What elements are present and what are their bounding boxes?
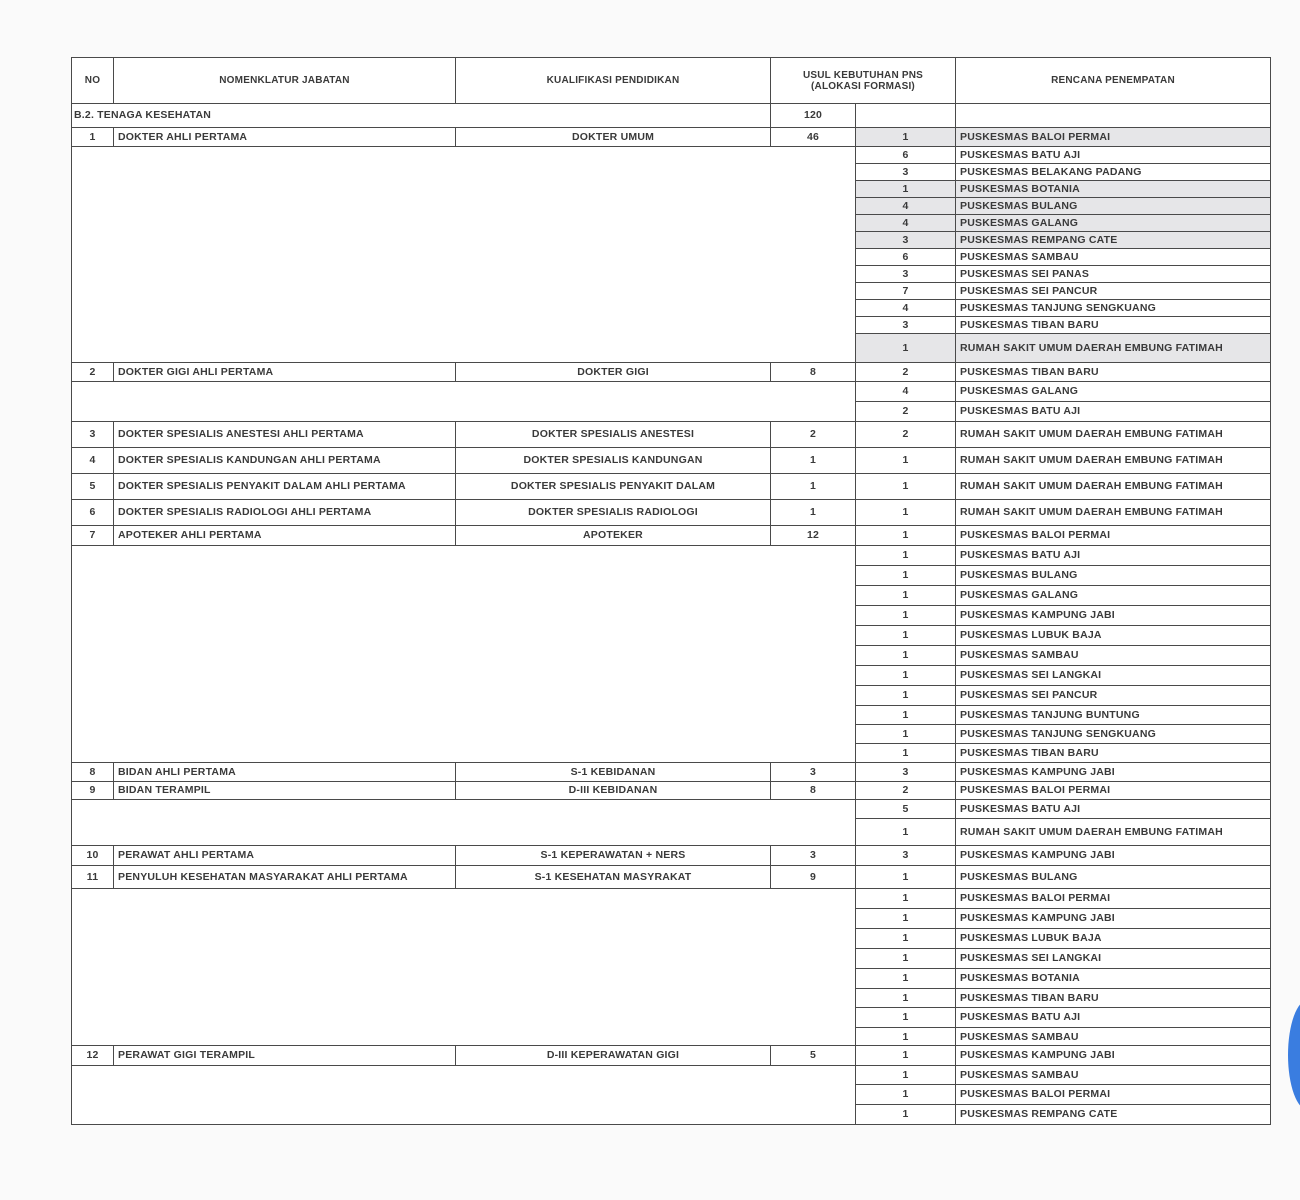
placement-location: PUSKESMAS BALOI PERMAI — [955, 888, 1271, 909]
placement-qty: 1 — [855, 908, 956, 929]
placement-location: PUSKESMAS TIBAN BARU — [955, 988, 1271, 1008]
row-kualifikasi: S-1 KESEHATAN MASYRAKAT — [455, 865, 771, 889]
placement-qty: 1 — [855, 605, 956, 626]
placement-qty: 1 — [855, 1084, 956, 1105]
row-usul: 1 — [770, 447, 856, 474]
header-rencana: RENCANA PENEMPATAN — [955, 57, 1271, 104]
placement-location: PUSKESMAS SEI PANCUR — [955, 282, 1271, 300]
row-kualifikasi: DOKTER SPESIALIS ANESTESI — [455, 421, 771, 448]
placement-qty: 1 — [855, 625, 956, 646]
row-no: 12 — [71, 1045, 114, 1066]
placement-qty: 1 — [855, 1065, 956, 1085]
row-kualifikasi: DOKTER GIGI — [455, 362, 771, 382]
row-kualifikasi: DOKTER UMUM — [455, 127, 771, 147]
placement-location: PUSKESMAS SAMBAU — [955, 1027, 1271, 1047]
placement-location: PUSKESMAS GALANG — [955, 214, 1271, 232]
row-jabatan: DOKTER SPESIALIS KANDUNGAN AHLI PERTAMA — [113, 447, 456, 474]
placement-location: PUSKESMAS SEI PANAS — [955, 265, 1271, 283]
row-kualifikasi: DOKTER SPESIALIS RADIOLOGI — [455, 499, 771, 526]
placement-qty: 1 — [855, 988, 956, 1008]
placement-location: PUSKESMAS TANJUNG SENGKUANG — [955, 299, 1271, 317]
placement-qty: 6 — [855, 248, 956, 266]
placement-location: PUSKESMAS LUBUK BAJA — [955, 625, 1271, 646]
placement-location: PUSKESMAS TIBAN BARU — [955, 316, 1271, 334]
placement-location: PUSKESMAS LUBUK BAJA — [955, 928, 1271, 949]
row-jabatan: PERAWAT AHLI PERTAMA — [113, 845, 456, 866]
placement-location: PUSKESMAS BALOI PERMAI — [955, 525, 1271, 546]
placement-qty: 1 — [855, 180, 956, 198]
placement-location: PUSKESMAS TANJUNG BUNTUNG — [955, 705, 1271, 725]
placement-qty: 1 — [855, 928, 956, 949]
placement-location: RUMAH SAKIT UMUM DAERAH EMBUNG FATIMAH — [955, 473, 1271, 500]
placement-location: PUSKESMAS SAMBAU — [955, 248, 1271, 266]
placement-location: PUSKESMAS REMPANG CATE — [955, 1104, 1271, 1125]
row-no: 10 — [71, 845, 114, 866]
row-usul: 3 — [770, 762, 856, 782]
placement-qty: 2 — [855, 421, 956, 448]
placement-qty: 1 — [855, 724, 956, 744]
placement-location: PUSKESMAS SEI LANGKAI — [955, 948, 1271, 969]
placement-location: PUSKESMAS GALANG — [955, 585, 1271, 606]
merged-empty-cell — [71, 146, 856, 363]
placement-qty: 1 — [855, 1007, 956, 1028]
placement-qty: 1 — [855, 127, 956, 147]
placement-qty: 1 — [855, 865, 956, 889]
row-usul: 5 — [770, 1045, 856, 1066]
placement-location: PUSKESMAS BOTANIA — [955, 180, 1271, 198]
row-kualifikasi: APOTEKER — [455, 525, 771, 546]
placement-qty: 1 — [855, 1045, 956, 1066]
placement-qty: 2 — [855, 362, 956, 382]
row-no: 9 — [71, 781, 114, 800]
placement-qty: 3 — [855, 845, 956, 866]
placement-qty: 1 — [855, 473, 956, 500]
row-jabatan: DOKTER GIGI AHLI PERTAMA — [113, 362, 456, 382]
row-no: 3 — [71, 421, 114, 448]
merged-empty-cell — [71, 799, 856, 846]
row-kualifikasi: S-1 KEPERAWATAN + NERS — [455, 845, 771, 866]
placement-location: RUMAH SAKIT UMUM DAERAH EMBUNG FATIMAH — [955, 421, 1271, 448]
row-no: 11 — [71, 865, 114, 889]
row-no: 5 — [71, 473, 114, 500]
section-total: 120 — [770, 103, 856, 128]
merged-empty-cell — [71, 1065, 856, 1125]
placement-location: PUSKESMAS BULANG — [955, 565, 1271, 586]
row-no: 2 — [71, 362, 114, 382]
placement-qty: 1 — [855, 525, 956, 546]
section-label: B.2. TENAGA KESEHATAN — [71, 103, 771, 128]
row-jabatan: PERAWAT GIGI TERAMPIL — [113, 1045, 456, 1066]
row-jabatan: BIDAN AHLI PERTAMA — [113, 762, 456, 782]
placement-qty: 1 — [855, 565, 956, 586]
placement-location: PUSKESMAS BULANG — [955, 197, 1271, 215]
row-kualifikasi: DOKTER SPESIALIS KANDUNGAN — [455, 447, 771, 474]
placement-qty: 4 — [855, 299, 956, 317]
row-usul: 8 — [770, 781, 856, 800]
placement-qty: 7 — [855, 282, 956, 300]
floating-action-button[interactable] — [1288, 1000, 1300, 1110]
placement-location: PUSKESMAS KAMPUNG JABI — [955, 845, 1271, 866]
placement-location: PUSKESMAS KAMPUNG JABI — [955, 605, 1271, 626]
row-usul: 9 — [770, 865, 856, 889]
placement-location: PUSKESMAS BELAKANG PADANG — [955, 163, 1271, 181]
placement-qty: 5 — [855, 799, 956, 819]
placement-qty: 1 — [855, 818, 956, 846]
placement-qty: 3 — [855, 231, 956, 249]
placement-qty: 3 — [855, 163, 956, 181]
row-no: 8 — [71, 762, 114, 782]
header-kualifikasi: KUALIFIKASI PENDIDIKAN — [455, 57, 771, 104]
placement-qty: 1 — [855, 333, 956, 363]
placement-location: PUSKESMAS BATU AJI — [955, 545, 1271, 566]
placement-location: PUSKESMAS KAMPUNG JABI — [955, 1045, 1271, 1066]
placement-location: PUSKESMAS REMPANG CATE — [955, 231, 1271, 249]
row-jabatan: DOKTER AHLI PERTAMA — [113, 127, 456, 147]
placement-location: PUSKESMAS BATU AJI — [955, 799, 1271, 819]
placement-qty: 1 — [855, 447, 956, 474]
row-usul: 46 — [770, 127, 856, 147]
row-kualifikasi: D-III KEBIDANAN — [455, 781, 771, 800]
placement-qty: 1 — [855, 1027, 956, 1047]
row-no: 4 — [71, 447, 114, 474]
placement-qty: 1 — [855, 705, 956, 725]
placement-location: PUSKESMAS BATU AJI — [955, 1007, 1271, 1028]
placement-location: PUSKESMAS BATU AJI — [955, 401, 1271, 422]
placement-location: PUSKESMAS BALOI PERMAI — [955, 1084, 1271, 1105]
placement-location: PUSKESMAS TIBAN BARU — [955, 743, 1271, 763]
row-usul: 2 — [770, 421, 856, 448]
row-kualifikasi: D-III KEPERAWATAN GIGI — [455, 1045, 771, 1066]
header-no: NO — [71, 57, 114, 104]
placement-location: RUMAH SAKIT UMUM DAERAH EMBUNG FATIMAH — [955, 447, 1271, 474]
placement-qty: 3 — [855, 762, 956, 782]
row-usul: 3 — [770, 845, 856, 866]
row-no: 6 — [71, 499, 114, 526]
placement-qty: 4 — [855, 214, 956, 232]
row-usul: 1 — [770, 499, 856, 526]
placement-qty: 1 — [855, 645, 956, 666]
placement-qty: 1 — [855, 545, 956, 566]
placement-qty: 1 — [855, 1104, 956, 1125]
placement-qty: 1 — [855, 888, 956, 909]
placement-location: RUMAH SAKIT UMUM DAERAH EMBUNG FATIMAH — [955, 818, 1271, 846]
placement-location: RUMAH SAKIT UMUM DAERAH EMBUNG FATIMAH — [955, 333, 1271, 363]
placement-qty: 1 — [855, 968, 956, 989]
placement-qty: 3 — [855, 316, 956, 334]
placement-location: PUSKESMAS BATU AJI — [955, 146, 1271, 164]
placement-location: PUSKESMAS KAMPUNG JABI — [955, 762, 1271, 782]
row-jabatan: DOKTER SPESIALIS ANESTESI AHLI PERTAMA — [113, 421, 456, 448]
placement-qty: 1 — [855, 948, 956, 969]
merged-empty-cell — [71, 545, 856, 763]
placement-qty: 1 — [855, 499, 956, 526]
row-kualifikasi: S-1 KEBIDANAN — [455, 762, 771, 782]
placement-qty: 1 — [855, 743, 956, 763]
row-jabatan: DOKTER SPESIALIS PENYAKIT DALAM AHLI PERTAMA — [113, 473, 456, 500]
row-usul: 12 — [770, 525, 856, 546]
row-jabatan: APOTEKER AHLI PERTAMA — [113, 525, 456, 546]
placement-qty: 6 — [855, 146, 956, 164]
placement-location: PUSKESMAS BALOI PERMAI — [955, 781, 1271, 800]
placement-qty: 2 — [855, 401, 956, 422]
row-kualifikasi: DOKTER SPESIALIS PENYAKIT DALAM — [455, 473, 771, 500]
merged-empty-cell — [71, 381, 856, 422]
placement-location: PUSKESMAS BOTANIA — [955, 968, 1271, 989]
placement-qty: 4 — [855, 197, 956, 215]
section-empty-qty — [855, 103, 956, 128]
placement-location: PUSKESMAS SEI LANGKAI — [955, 665, 1271, 686]
placement-location: PUSKESMAS TANJUNG SENGKUANG — [955, 724, 1271, 744]
placement-qty: 4 — [855, 381, 956, 402]
placement-location: PUSKESMAS SAMBAU — [955, 1065, 1271, 1085]
row-usul: 1 — [770, 473, 856, 500]
placement-location: PUSKESMAS GALANG — [955, 381, 1271, 402]
row-no: 1 — [71, 127, 114, 147]
placement-qty: 1 — [855, 665, 956, 686]
placement-location: PUSKESMAS SAMBAU — [955, 645, 1271, 666]
placement-location: RUMAH SAKIT UMUM DAERAH EMBUNG FATIMAH — [955, 499, 1271, 526]
row-no: 7 — [71, 525, 114, 546]
placement-location: PUSKESMAS TIBAN BARU — [955, 362, 1271, 382]
placement-qty: 2 — [855, 781, 956, 800]
placement-qty: 1 — [855, 585, 956, 606]
merged-empty-cell — [71, 888, 856, 1047]
row-jabatan: DOKTER SPESIALIS RADIOLOGI AHLI PERTAMA — [113, 499, 456, 526]
placement-location: PUSKESMAS SEI PANCUR — [955, 685, 1271, 706]
placement-location: PUSKESMAS KAMPUNG JABI — [955, 908, 1271, 929]
placement-location: PUSKESMAS BULANG — [955, 865, 1271, 889]
placement-location: PUSKESMAS BALOI PERMAI — [955, 127, 1271, 147]
row-jabatan: PENYULUH KESEHATAN MASYARAKAT AHLI PERTAMA — [113, 865, 456, 889]
section-empty-location — [955, 103, 1271, 128]
row-jabatan: BIDAN TERAMPIL — [113, 781, 456, 800]
row-usul: 8 — [770, 362, 856, 382]
header-usul: USUL KEBUTUHAN PNS (ALOKASI FORMASI) — [770, 57, 956, 104]
placement-qty: 3 — [855, 265, 956, 283]
placement-qty: 1 — [855, 685, 956, 706]
header-nomenklatur: NOMENKLATUR JABATAN — [113, 57, 456, 104]
